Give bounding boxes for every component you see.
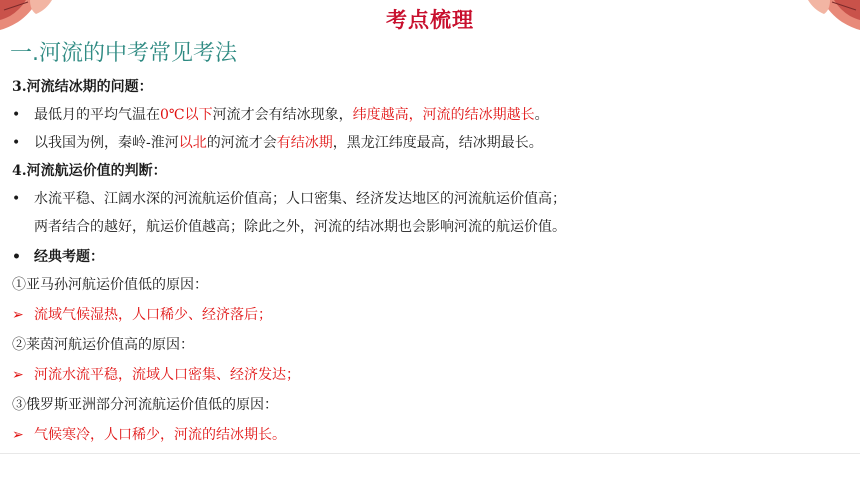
example-answer-3: [12, 424, 286, 444]
shipping-text-continued: 两者结合的越好，航运价值越高；除此之外，河流的结冰期也会影响河流的航运价值。: [34, 219, 566, 235]
freeze-text: 河流才会有结冰现象，: [212, 107, 353, 123]
classic-question-label: 经典考题：: [34, 249, 104, 265]
freeze-highlight: 0℃以下: [160, 107, 213, 123]
bullet-icon: •: [12, 191, 21, 207]
freeze-bullet-2: [12, 132, 543, 152]
freeze-text: 以我国为例，秦岭-淮河: [34, 135, 179, 151]
bullet-icon: •: [12, 107, 21, 123]
footer-divider: [0, 453, 860, 454]
bullet-icon: •: [12, 135, 21, 151]
arrow-icon: ➢: [12, 307, 24, 323]
example-answer-2: [12, 364, 300, 384]
example-question-1: ①亚马孙河航运价值低的原因：: [12, 277, 208, 293]
answer-text: 流域气候湿热，人口稀少、经济落后；: [34, 307, 272, 323]
freeze-highlight: 以北: [178, 135, 207, 151]
freeze-text: ，黑龙江纬度最高，结冰期最长。: [332, 135, 543, 151]
bullet-icon: •: [12, 249, 21, 265]
freeze-highlight: 有结冰期: [276, 135, 333, 151]
freeze-heading: 3.河流结冰期的问题：: [12, 79, 153, 95]
section-title: 一.河流的中考常见考法: [10, 41, 237, 66]
example-question-3: ③俄罗斯亚洲部分河流航运价值低的原因：: [12, 397, 278, 413]
example-question-2: ②莱茵河航运价值高的原因：: [12, 337, 194, 353]
arrow-icon: ➢: [12, 427, 24, 443]
example-answer-1: [12, 304, 272, 324]
freeze-text: 最低月的平均气温在: [34, 107, 160, 123]
classic-question-bullet: [12, 246, 104, 266]
slide-title: 考点梳理: [386, 8, 474, 32]
freeze-text: 的河流才会: [206, 135, 277, 151]
freeze-bullet-1: [12, 104, 549, 124]
freeze-highlight: 纬度越高，河流的结冰期越长: [352, 107, 535, 123]
answer-text: 河流水流平稳，流域人口密集、经济发达；: [34, 367, 300, 383]
answer-text: 气候寒冷，人口稀少，河流的结冰期长。: [34, 427, 286, 443]
shipping-heading: 4.河流航运价值的判断：: [12, 163, 167, 179]
arrow-icon: ➢: [12, 367, 24, 383]
shipping-bullet-1: [12, 188, 566, 208]
freeze-text: 。: [534, 107, 549, 123]
shipping-text: 水流平稳、江阔水深的河流航运价值高；人口密集、经济发达地区的河流航运价值高；: [34, 191, 566, 207]
